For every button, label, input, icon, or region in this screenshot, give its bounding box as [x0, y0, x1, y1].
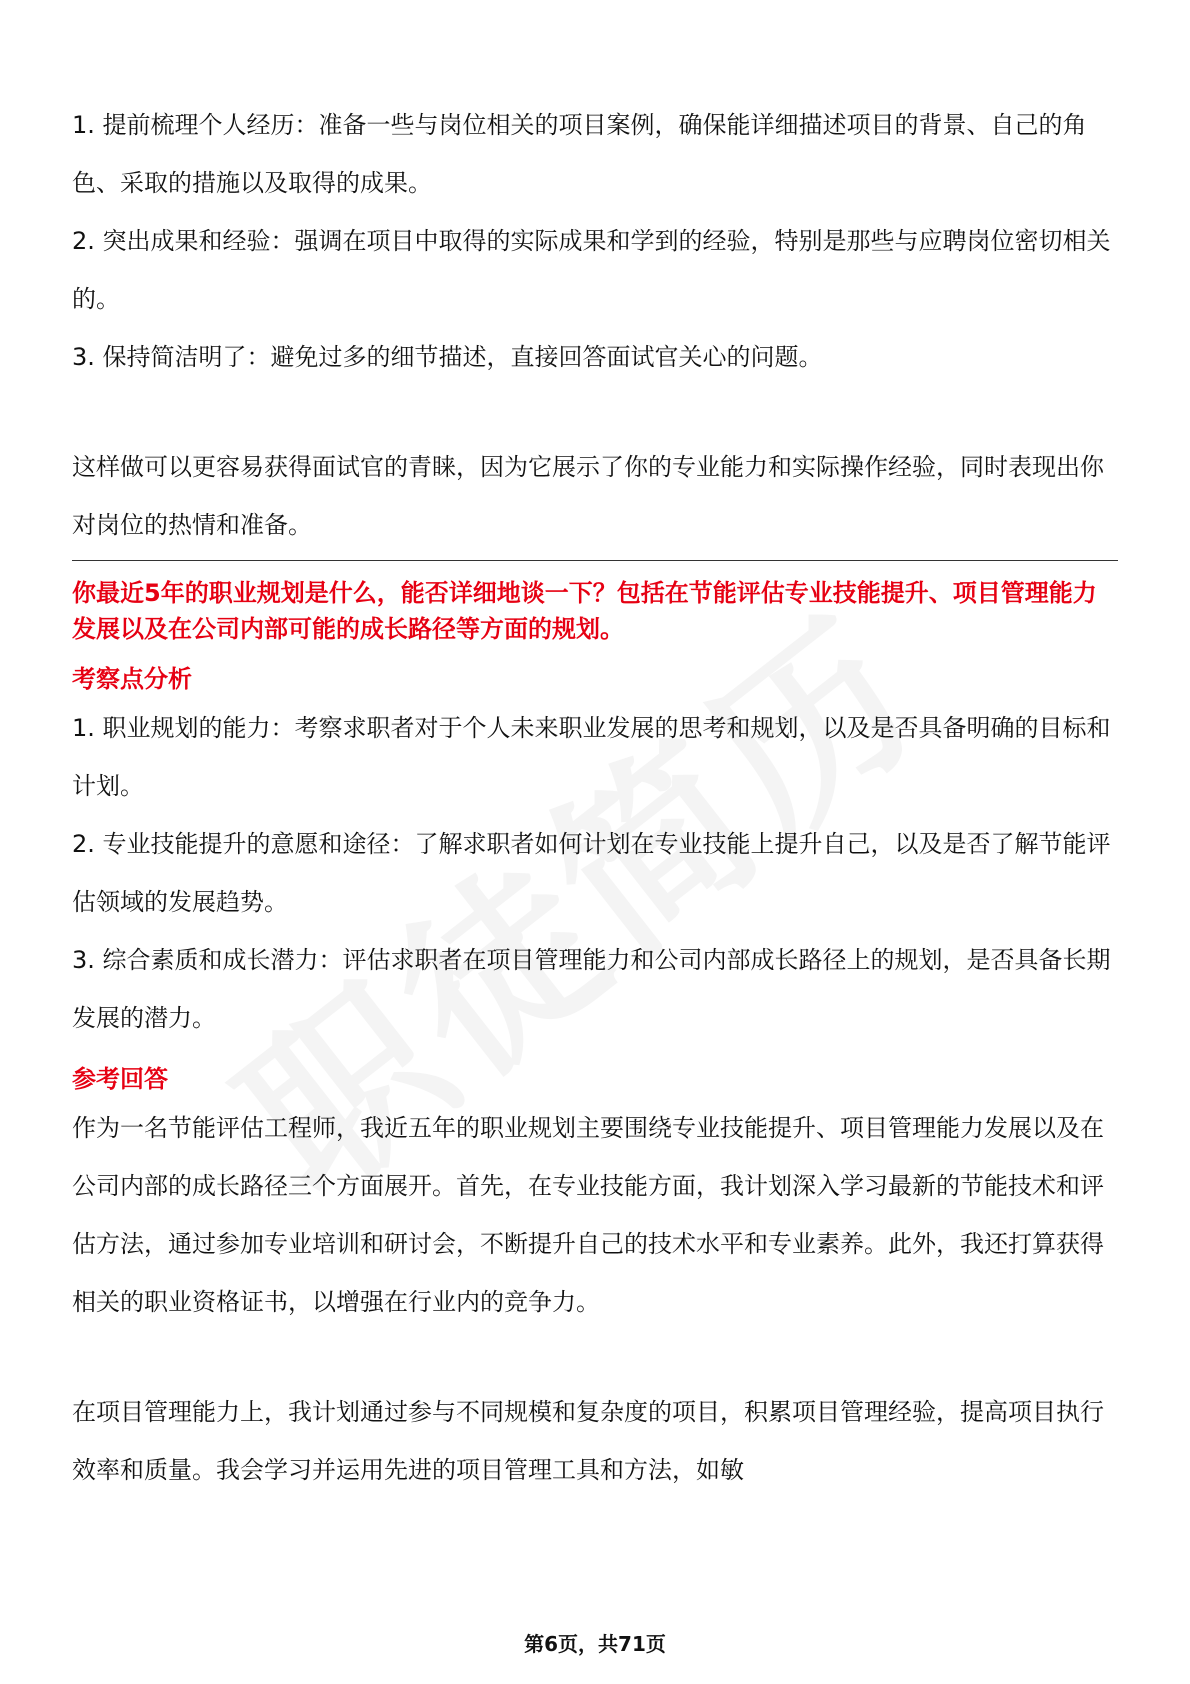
analysis-item: 3. 综合素质和成长潜力：评估求职者在项目管理能力和公司内部成长路径上的规划，是否具备长期发展的潜力。: [72, 946, 1111, 1032]
analysis-list: [72, 699, 1118, 1047]
answer-paragraph: 作为一名节能评估工程师，我近五年的职业规划主要围绕专业技能提升、项目管理能力发展以及在公司内部的成长路径三个方面展开。首先，在专业技能方面，我计划深入学习最新的节能技术和评估方法，通过参加专业培训和研讨会，不断提升自己的技术水平和专业素养。此外，我还打算获得相关的职业资格证书，以增强在行业内的竞争力。: [72, 1114, 1104, 1316]
analysis-item: 2. 专业技能提升的意愿和途径：了解求职者如何计划在专业技能上提升自己，以及是否了解节能评估领域的发展趋势。: [72, 830, 1111, 916]
section-divider: [72, 560, 1118, 561]
analysis-heading: 考察点分析: [72, 665, 192, 693]
analysis-item: 1. 职业规划的能力：考察求职者对于个人未来职业发展的思考和规划，以及是否具备明确的目标和计划。: [72, 714, 1111, 800]
tip-item: 1. 提前梳理个人经历：准备一些与岗位相关的项目案例，确保能详细描述项目的背景、自己的角色、采取的措施以及取得的成果。: [72, 111, 1087, 197]
page-content: [72, 96, 1118, 1499]
tips-list: [72, 96, 1118, 386]
tip-item: 2. 突出成果和经验：强调在项目中取得的实际成果和学到的经验，特别是那些与应聘岗位密切相关的。: [72, 227, 1111, 313]
answer-heading: 参考回答: [72, 1065, 168, 1093]
summary-paragraph: 这样做可以更容易获得面试官的青睐，因为它展示了你的专业能力和实际操作经验，同时表现出你对岗位的热情和准备。: [72, 453, 1104, 539]
tip-item: 3. 保持简洁明了：避免过多的细节描述，直接回答面试官关心的问题。: [72, 343, 823, 371]
answer-paragraph: 在项目管理能力上，我计划通过参与不同规模和复杂度的项目，积累项目管理经验，提高项目执行效率和质量。我会学习并运用先进的项目管理工具和方法，如敏: [72, 1398, 1104, 1484]
interview-question: 你最近5年的职业规划是什么，能否详细地谈一下？包括在节能评估专业技能提升、项目管理能力发展以及在公司内部可能的成长路径等方面的规划。: [72, 579, 1097, 643]
page-number: 第6页，共71页: [524, 1632, 666, 1656]
